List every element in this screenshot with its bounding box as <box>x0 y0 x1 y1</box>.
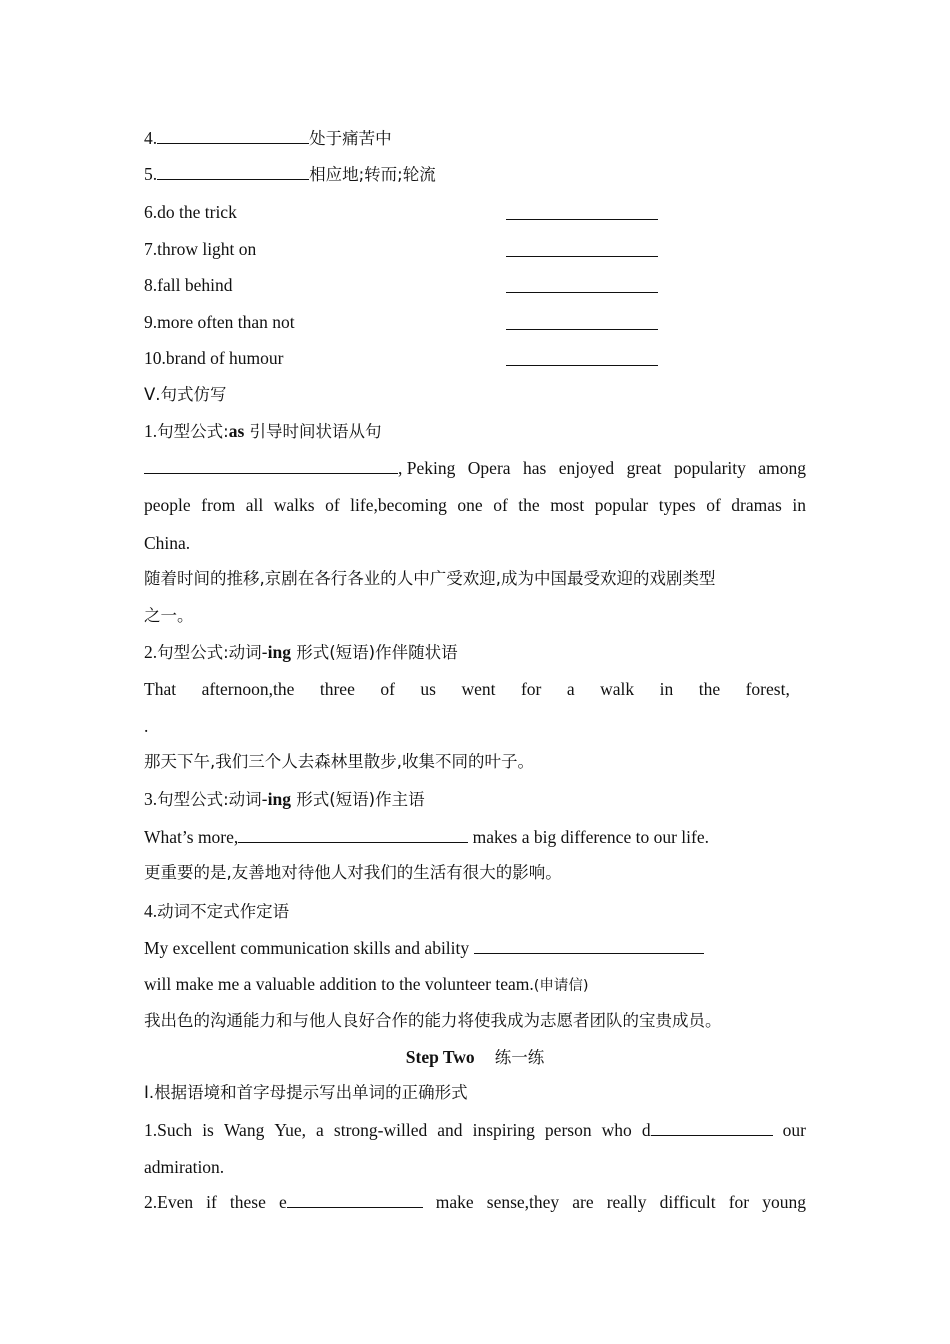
step-title-cn: 练一练 <box>494 1048 545 1067</box>
word: young <box>762 1192 806 1212</box>
step-title-en: Step Two <box>405 1047 475 1067</box>
exercise-1-line-2 <box>144 493 806 517</box>
word: walks <box>273 495 315 515</box>
word: difficult <box>659 1192 716 1212</box>
word: inspiring <box>472 1120 535 1140</box>
word: among <box>758 458 806 478</box>
heading-text: 引导时间状语从句 <box>244 422 382 441</box>
word: sense,they <box>486 1192 560 1212</box>
word: of <box>493 495 508 515</box>
word: one <box>457 495 483 515</box>
answer-blank[interactable] <box>506 237 658 257</box>
justified-line <box>144 456 806 480</box>
word: a <box>566 679 575 699</box>
word: for <box>728 1192 750 1212</box>
vocab-number: 4. <box>144 128 158 148</box>
sentence-text: will make me a valuable addition to the volunteer team. <box>144 974 534 994</box>
answer-blank[interactable] <box>157 127 309 144</box>
word: Wang <box>223 1120 265 1140</box>
word: our <box>782 1120 806 1140</box>
word: person <box>544 1120 592 1140</box>
pattern-heading-2 <box>144 640 806 665</box>
word: people <box>144 495 191 515</box>
exercise-1-line-3: China. <box>144 533 191 553</box>
answer-blank[interactable] <box>287 1191 423 1208</box>
justified-line <box>144 1190 806 1214</box>
vocab-phrase: 7.throw light on <box>144 239 257 259</box>
letter-hint-with-blank <box>279 1190 423 1214</box>
exercise-2-line-2: . <box>144 716 149 736</box>
word: these <box>229 1192 266 1212</box>
word: dramas <box>731 495 782 515</box>
answer-blank[interactable] <box>506 346 658 366</box>
word: are <box>572 1192 594 1212</box>
justified-line <box>144 1118 806 1142</box>
heading-text: 句型公式:动词- <box>157 643 268 662</box>
answer-blank[interactable] <box>506 200 658 220</box>
translation-line: 那天下午,我们三个人去森林里散步,收集不同的叶子。 <box>144 752 534 771</box>
exercise-2-line-1 <box>144 677 790 701</box>
word: Yue, <box>274 1120 306 1140</box>
exercise-4-line-1 <box>144 936 806 960</box>
vocab-phrase: 10.brand of humour <box>144 348 284 368</box>
word: really <box>606 1192 647 1212</box>
word: all <box>245 495 264 515</box>
exercise-3-line <box>144 825 806 849</box>
word: us <box>420 679 436 699</box>
question-1-line-2: admiration. <box>144 1157 225 1177</box>
word: popularity <box>673 458 746 478</box>
word: if <box>206 1192 217 1212</box>
item-number: 2. <box>144 642 158 662</box>
heading-text: 形式(短语)作主语 <box>291 790 425 809</box>
justified-line <box>144 493 806 517</box>
answer-blank[interactable] <box>157 163 309 180</box>
question-1-line-1 <box>144 1118 806 1142</box>
word: Opera <box>467 458 511 478</box>
word: forest, <box>745 679 790 699</box>
item-number: 3. <box>144 789 158 809</box>
word: for <box>520 679 542 699</box>
word: who <box>601 1120 632 1140</box>
word: 1.Such <box>144 1120 193 1140</box>
word: from <box>201 495 236 515</box>
vocab-item-4 <box>144 126 806 151</box>
translation-line: 我出色的沟通能力和与他人良好合作的能力将使我成为志愿者团队的宝贵成员。 <box>144 1011 722 1030</box>
word: life,becoming <box>350 495 447 515</box>
word: three <box>319 679 355 699</box>
word: and <box>437 1120 463 1140</box>
justified-line <box>144 677 790 701</box>
vocab-phrase: 8.fall behind <box>144 275 233 295</box>
word: a <box>316 1120 324 1140</box>
answer-blank[interactable] <box>474 937 704 954</box>
word: afternoon,the <box>201 679 295 699</box>
word: of <box>706 495 721 515</box>
word: in <box>659 679 674 699</box>
sentence-text: My excellent communication skills and ability <box>144 938 474 958</box>
heading-text: 动词不定式作定语 <box>157 902 290 921</box>
vocab-item-6 <box>144 200 806 224</box>
translation-line-2: 之一。 <box>144 606 194 625</box>
word: of <box>380 679 395 699</box>
pattern-heading-3 <box>144 787 806 812</box>
answer-blank[interactable] <box>651 1119 773 1136</box>
step-two-title <box>144 1045 806 1070</box>
note-text: (申请信) <box>533 978 589 994</box>
word: great <box>626 458 662 478</box>
sentence-text: makes a big difference to our life. <box>468 827 709 847</box>
vocab-item-9 <box>144 310 806 334</box>
blank-with-word <box>144 456 455 480</box>
sentence-text: What’s more, <box>144 827 239 847</box>
item-number: 4. <box>144 901 158 921</box>
vocab-item-5 <box>144 162 806 187</box>
heading-keyword: as <box>228 421 245 441</box>
vocab-meaning: 处于痛苦中 <box>309 129 392 148</box>
vocab-item-8 <box>144 273 806 297</box>
vocab-phrase: 9.more often than not <box>144 312 295 332</box>
word: types <box>658 495 696 515</box>
heading-text: 形式(短语)作伴随状语 <box>291 643 458 662</box>
word: enjoyed <box>558 458 615 478</box>
pattern-heading-1 <box>144 419 806 444</box>
translation-line-1: 随着时间的推移,京剧在各行各业的人中广受欢迎,成为中国最受欢迎的戏剧类型 <box>144 569 716 588</box>
heading-keyword: ing <box>267 642 291 662</box>
word: in <box>792 495 806 515</box>
vocab-item-7 <box>144 237 806 261</box>
item-number: 1. <box>144 421 158 441</box>
word: , Peking <box>398 458 456 478</box>
translation-line: 更重要的是,友善地对待他人对我们的生活有很大的影响。 <box>144 863 562 882</box>
word: popular <box>594 495 649 515</box>
word: That <box>144 679 177 699</box>
word: has <box>522 458 547 478</box>
word: the <box>518 495 540 515</box>
letter-hint-with-blank <box>642 1118 773 1142</box>
word: make <box>435 1192 474 1212</box>
heading-text: 句型公式:动词- <box>157 790 268 809</box>
section-title: Ⅴ.句式仿写 <box>144 385 227 404</box>
answer-blank[interactable] <box>506 273 658 293</box>
exercise-4-line-2 <box>144 972 806 998</box>
answer-blank[interactable] <box>238 826 468 843</box>
vocab-item-10 <box>144 346 806 370</box>
word: walk <box>600 679 635 699</box>
question-2-line-1 <box>144 1190 806 1214</box>
word: strong-willed <box>333 1120 428 1140</box>
heading-text: 句型公式: <box>157 422 229 441</box>
answer-blank[interactable] <box>506 310 658 330</box>
word: went <box>461 679 496 699</box>
vocab-phrase: 6.do the trick <box>144 202 237 222</box>
word: is <box>202 1120 214 1140</box>
first-letter-hint: d <box>641 1120 651 1140</box>
answer-blank[interactable] <box>144 457 398 474</box>
section-title: Ⅰ.根据语境和首字母提示写出单词的正确形式 <box>144 1083 468 1102</box>
vocab-meaning: 相应地;转而;轮流 <box>309 165 436 184</box>
vocab-number: 5. <box>144 164 158 184</box>
first-letter-hint: e <box>278 1192 287 1212</box>
word: of <box>325 495 340 515</box>
word: 2.Even <box>144 1192 194 1212</box>
heading-keyword: ing <box>267 789 291 809</box>
pattern-heading-4 <box>144 899 806 924</box>
exercise-1-line-1 <box>144 456 806 480</box>
word: most <box>550 495 585 515</box>
word: the <box>698 679 721 699</box>
